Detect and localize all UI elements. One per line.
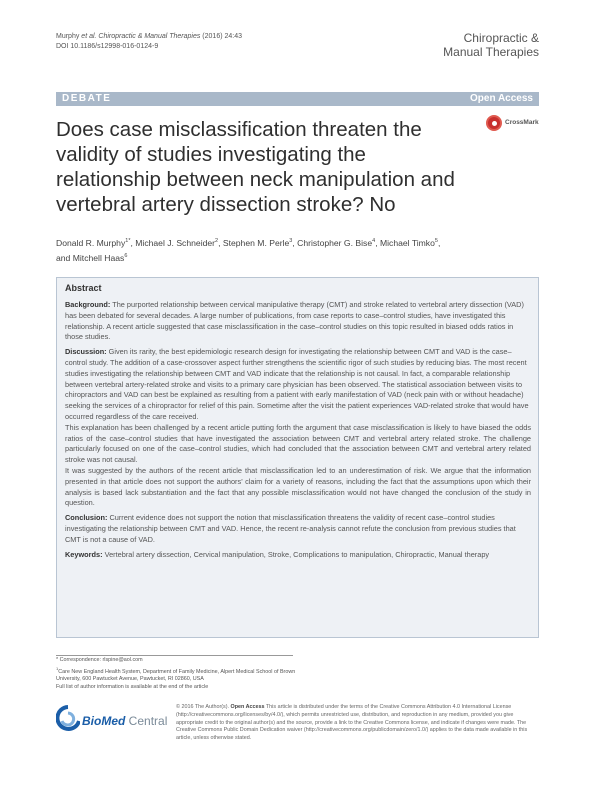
author-affiliation-number: 2: [215, 238, 219, 244]
article-type: DEBATE: [62, 93, 112, 104]
author-affiliation-number: 4: [372, 238, 376, 244]
license-open-access: Open Access: [230, 704, 265, 710]
abstract-paragraph-3: It was suggested by the authors of the recent article that misclassification led to an underestimation of risk. We argue that the information presented in that article does not support the authors’ claim for a variety of reasons, including the fact that the assumptions upon which their analysis is based lack substantiation and the fact that any possible misclassification would not have changed the conclusion of the study in question.: [65, 465, 531, 508]
citation-authors: Murphy: [56, 33, 82, 40]
license-copyright: © 2016 The Author(s).: [176, 704, 231, 710]
author-affiliation-number: 6: [124, 252, 128, 259]
affiliation-text: Care New England Health System, Department of Family Medicine, Alpert Medical School of Brown University, 600 Pawtucket Avenue, Pawtucket, RI 02860, USA: [56, 668, 296, 683]
abstract-discussion: [65, 347, 531, 423]
journal-name: [443, 31, 539, 59]
keywords: [65, 550, 531, 561]
author-info-note: Full list of author information is available at the end of the article: [56, 684, 209, 691]
footnotes: [56, 657, 296, 692]
citation-header: [56, 32, 242, 52]
keywords-label: Keywords:: [65, 549, 103, 559]
affiliation-number: 1: [56, 665, 59, 671]
author-affiliation-number: 3: [289, 238, 293, 244]
crossmark-badge[interactable]: [486, 113, 542, 133]
author-affiliation-number: 5: [434, 238, 438, 244]
crossmark-label: CrossMark: [505, 119, 539, 126]
crossmark-icon: [486, 115, 502, 131]
author-name[interactable]: Christopher G. Bise: [297, 237, 373, 248]
conclusion-label: Conclusion:: [65, 513, 108, 523]
citation-line: [56, 32, 242, 42]
author-name[interactable]: Michael J. Schneider: [135, 237, 216, 248]
author-separator: ,: [130, 237, 136, 248]
affiliation: [56, 665, 296, 684]
author-name[interactable]: Donald R. Murphy: [56, 237, 126, 248]
background-label: Background:: [65, 300, 111, 309]
publisher-name-light: Central: [125, 714, 168, 728]
author-affiliation-number: 1*: [125, 238, 131, 244]
author-separator: ,: [437, 237, 441, 248]
journal-name-line1: Chiropractic &: [463, 31, 539, 45]
discussion-label: Discussion:: [65, 347, 107, 357]
doi[interactable]: DOI 10.1186/s12998-016-0124-9: [56, 43, 159, 50]
abstract-body: [65, 300, 531, 564]
abstract-background: [65, 300, 531, 343]
article-type-band: [56, 92, 539, 106]
biomed-central-wordmark: [82, 714, 167, 728]
discussion-text: Given its rarity, the best epidemiologic research design for investigating the relationship between CMT and VAD is the case–control study. The addition of a case-crossover aspect further strengthens the scientific rigor of such studies by reducing bias. The most recent studies investigating the relationship between CMT and VAD indicate that the relationship is not causal. In fact, a comparable relationship between vertebral artery-related stroke and visits to a primary care physician has been observed. The statistical association between visits to chiropractors and VAD can best be explained as resulting from a patient with early manifestation of VAD (neck pain with or without headache) seeking the services of a chiropractor for relief of this pain. Sometime after the visit the patient experiences VAD-related stroke that would have occurred regardless of the care received.: [65, 347, 529, 421]
author-separator: ,: [375, 237, 380, 248]
biomed-central-logo: [56, 705, 176, 735]
keywords-text: Vertebral artery dissection, Cervical manipulation, Stroke, Complications to manipulation, Chiropractic, Manual therapy: [102, 549, 490, 559]
abstract-box: [56, 277, 539, 638]
author-and: and: [56, 252, 73, 263]
author-list: [56, 235, 539, 265]
conclusion-text: Current evidence does not support the notion that misclassification threatens the validity of recent case–control studies investigating the relationship between CMT and VAD. Hence, the recent re-analysis cannot refute the conclusion from previous studies that CMT is not a cause of VAD.: [65, 513, 516, 544]
author-name[interactable]: Mitchell Haas: [72, 252, 125, 263]
background-text: The purported relationship between cervical manipulative therapy (CMT) and stroke related to vertebral artery dissection (VAD) has been debated for several decades. A large number of publications, from case reports to case–control studies, have investigated this relationship. A recent article suggested that case misclassification in the case–control studies on this topic resulted in biased odds ratios in those studies.: [65, 300, 524, 342]
article-title: Does case misclassification threaten the validity of studies investigating the relationship between neck manipulation and vertebral artery dissection stroke? No: [56, 118, 455, 216]
author-separator: ,: [292, 237, 298, 248]
author-name[interactable]: Stephen M. Perle: [222, 237, 290, 248]
author-separator: ,: [218, 237, 223, 248]
license-statement: [176, 704, 539, 743]
publisher-name-bold: BioMed: [82, 714, 126, 728]
author-name[interactable]: Michael Timko: [379, 237, 435, 248]
correspondence: * Correspondence: rlspine@aol.com: [56, 657, 143, 663]
journal-name-line2: Manual Therapies: [443, 45, 539, 59]
biomed-central-icon: [56, 705, 80, 735]
footnote-divider: [56, 655, 293, 656]
abstract-paragraph-2: This explanation has been challenged by a recent article putting forth the argument that case misclassification is likely to have biased the odds ratios of the case–control studies that have investigated the association between CMT and vertebral artery related stroke. The challenge particularly focused on one of the case–control studies, which had concluded that the association between CMT and vertebral artery related stroke was not causal.: [65, 422, 531, 465]
citation-year: (2016) 24:43: [200, 33, 243, 40]
citation-journal: et al. Chiropractic & Manual Therapies: [81, 33, 201, 40]
abstract-conclusion: [65, 513, 531, 545]
abstract-heading: Abstract: [65, 283, 102, 293]
open-access-label: Open Access: [470, 93, 533, 104]
license-text: This article is distributed under the terms of the Creative Commons Attribution 4.0 International License (http://creativecommons.org/licenses/by/4.0/), which permits unrestricted use, distribution, and reproduction in any medium, provided you give appropriate credit to the original author(s) and the source, provide a link to the Creative Commons license, and indicate if changes were made. The Creative Commons Public Domain Dedication waiver (http://creativecommons.org/publicdomain/zero/1.0/) applies to the data made available in this article, unless otherwise stated.: [176, 704, 528, 742]
